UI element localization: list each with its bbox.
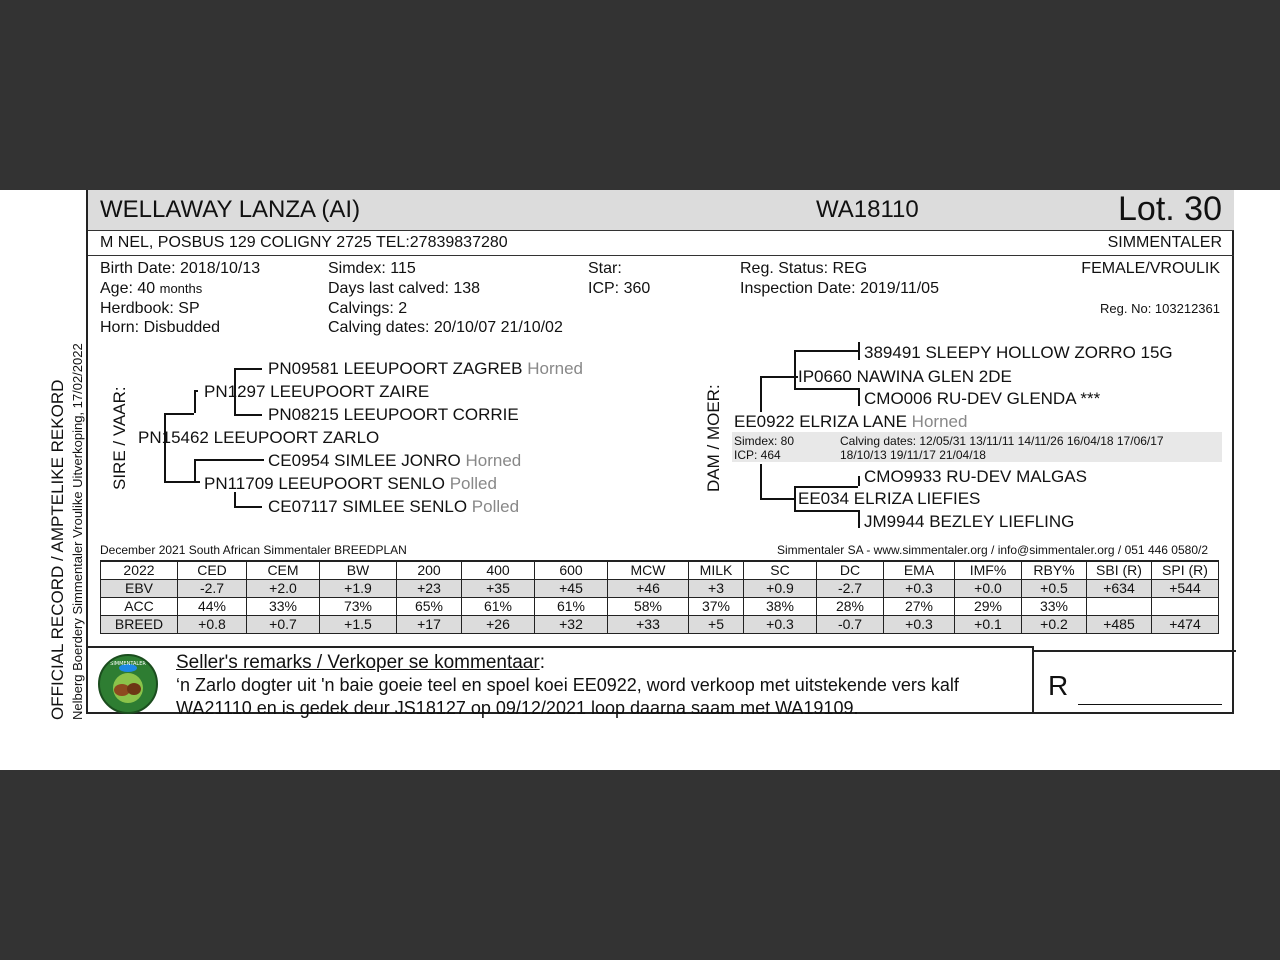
remarks-line-1: ‘n Zarlo dogter uit 'n baie goeie teel en spoel koei EE0922, word verkoop met uitstekende vers kalf	[176, 675, 959, 695]
breedplan-cell	[1152, 598, 1219, 616]
owner-bar	[88, 231, 1234, 256]
breedplan-cell: EMA	[884, 561, 955, 580]
breedplan-cell: +2.0	[247, 580, 320, 598]
breedplan-cell: ACC	[101, 598, 178, 616]
breedplan-cell: +474	[1152, 616, 1219, 634]
breedplan-cell: RBY%	[1022, 561, 1087, 580]
breedplan-cell: 33%	[1022, 598, 1087, 616]
horn-badge: Horned	[465, 451, 522, 470]
breedplan-cell: +0.1	[955, 616, 1022, 634]
age-unit: months	[159, 281, 203, 296]
breedplan-cell: +32	[535, 616, 608, 634]
breedplan-cell: +46	[608, 580, 689, 598]
breedplan-cell: +0.3	[884, 616, 955, 634]
lot-card	[86, 190, 1234, 718]
simdex: Simdex: 115	[328, 260, 416, 277]
breedplan-cell: 600	[535, 561, 608, 580]
reg-status: Reg. Status: REG	[740, 260, 868, 277]
breedplan-cell: 33%	[247, 598, 320, 616]
horn-badge: Horned	[527, 359, 583, 378]
sires-dam: PN11709 LEEUPOORT SENLO Polled	[204, 474, 497, 493]
breedplan-cell: IMF%	[955, 561, 1022, 580]
svg-text:SIMMENTALER: SIMMENTALER	[110, 661, 146, 667]
breedplan-cell: SPI (R)	[1152, 561, 1219, 580]
breedplan-cell: 44%	[178, 598, 247, 616]
star-rating: Star:	[588, 260, 622, 277]
sires-dams-dam: CE07117 SIMLEE SENLO Polled	[268, 497, 520, 516]
dam-name: EE0922 ELRIZA LANE Horned	[734, 412, 968, 431]
sires-sire: PN1297 LEEUPOORT ZAIRE	[204, 382, 430, 401]
breedplan-cell: 200	[397, 561, 462, 580]
breedplan-cell: +544	[1152, 580, 1219, 598]
dams-sires-dam: CMO006 RU-DEV GLENDA ***	[864, 389, 1101, 408]
dams-dams-dam: JM9944 BEZLEY LIEFLING	[864, 512, 1075, 531]
breedplan-cell: +23	[397, 580, 462, 598]
breedplan-cell: +26	[462, 616, 535, 634]
breedplan-cell: -2.7	[178, 580, 247, 598]
breedplan-cell: +5	[689, 616, 744, 634]
breedplan-cell: +1.9	[320, 580, 397, 598]
sire-name: PN15462 LEEUPOORT ZARLO	[138, 428, 380, 447]
breedplan-header-row	[101, 561, 1219, 580]
breedplan-cell: +0.9	[744, 580, 817, 598]
reg-number: Reg. No: 103212361	[1100, 301, 1220, 316]
age-value: Age: 40	[100, 280, 156, 297]
breedplan-cell: CED	[178, 561, 247, 580]
inspection-date: Inspection Date: 2019/11/05	[740, 280, 939, 297]
dam-calving-dates: Calving dates: 12/05/31 13/11/11 14/11/26 16/04/18 17/06/17	[840, 434, 1164, 448]
breedplan-cell: 58%	[608, 598, 689, 616]
breedplan-cell: +45	[535, 580, 608, 598]
breedplan-cell: +33	[608, 616, 689, 634]
breedplan-cell: +0.5	[1022, 580, 1087, 598]
breedplan-cell: BREED	[101, 616, 178, 634]
calvings: Calvings: 2	[328, 300, 408, 317]
breedplan-cell: 29%	[955, 598, 1022, 616]
bid-signature-box	[1034, 650, 1236, 714]
breedplan-row	[101, 580, 1219, 598]
horn-badge: Polled	[449, 474, 497, 493]
breedplan-cell: MCW	[608, 561, 689, 580]
breedplan-cell: MILK	[689, 561, 744, 580]
breedplan-cell: 73%	[320, 598, 397, 616]
horn-badge: Horned	[911, 412, 968, 431]
bid-r-label: R	[1048, 670, 1069, 701]
dam-simdex: Simdex: 80	[734, 434, 795, 448]
breedplan-cell: 65%	[397, 598, 462, 616]
breedplan-cell: 61%	[535, 598, 608, 616]
breedplan-cell: +0.3	[744, 616, 817, 634]
age	[100, 280, 202, 298]
birth-date: Birth Date: 2018/10/13	[100, 260, 261, 277]
title-bar	[88, 190, 1234, 231]
lot-number: Lot. 30	[1118, 190, 1222, 228]
breedplan-cell: -2.7	[817, 580, 884, 598]
breedplan-cell: +17	[397, 616, 462, 634]
breedplan-cell: 400	[462, 561, 535, 580]
breedplan-cell: 28%	[817, 598, 884, 616]
breedplan-cell: +1.5	[320, 616, 397, 634]
sires-dams-sire: CE0954 SIMLEE JONRO Horned	[268, 451, 522, 470]
breedplan-cell: 27%	[884, 598, 955, 616]
dams-dams-sire: CMO9933 RU-DEV MALGAS	[864, 467, 1087, 486]
breedplan-cell: +634	[1087, 580, 1152, 598]
breedplan-cell	[1087, 598, 1152, 616]
official-record-label: OFFICIAL RECORD / AMPTELIKE REKORD	[48, 379, 67, 720]
remarks-box	[88, 646, 1034, 718]
breedplan-cell: DC	[817, 561, 884, 580]
breedplan-cell: CEM	[247, 561, 320, 580]
dam-calving-dates-2: 18/10/13 19/11/17 21/04/18	[840, 448, 986, 462]
breed-name: SIMMENTALER	[1107, 234, 1222, 251]
breedplan-cell: 61%	[462, 598, 535, 616]
breedplan-cell: +0.3	[884, 580, 955, 598]
days-last-calved: Days last calved: 138	[328, 280, 481, 297]
herdbook: Herdbook: SP	[100, 300, 200, 317]
breedplan-cell: 37%	[689, 598, 744, 616]
breedplan-cell: +0.7	[247, 616, 320, 634]
horn-status: Horn: Disbudded	[100, 319, 221, 336]
sires-sires-sire: PN09581 LEEUPOORT ZAGREB Horned	[268, 359, 583, 378]
dams-dam: EE034 ELRIZA LIEFIES	[798, 489, 981, 508]
sex: FEMALE/VROULIK	[1081, 260, 1220, 277]
breedplan-cell: SBI (R)	[1087, 561, 1152, 580]
registration-code: WA18110	[816, 196, 919, 223]
horn-badge: Polled	[471, 497, 520, 516]
icp: ICP: 360	[588, 280, 651, 297]
breedplan-cell: +35	[462, 580, 535, 598]
dam-stats-strip	[732, 432, 1222, 462]
dams-sire: IP0660 NAWINA GLEN 2DE	[798, 367, 1012, 386]
sale-caption: Nelberg Boerdery Simmentaler Vroulike Uitverkoping, 17/02/2022	[70, 343, 85, 720]
breedplan-cell: +0.8	[178, 616, 247, 634]
remarks-title: Seller's remarks / Verkoper se kommentaar:	[176, 652, 545, 673]
breedplan-note: December 2021 South African Simmentaler BREEDPLAN	[100, 543, 407, 557]
breedplan-row	[101, 616, 1219, 634]
breedplan-cell: +0.2	[1022, 616, 1087, 634]
breedplan-cell: +485	[1087, 616, 1152, 634]
sires-sires-dam: PN08215 LEEUPOORT CORRIE	[268, 405, 519, 424]
breedplan-cell: +3	[689, 580, 744, 598]
dams-sires-sire: 389491 SLEEPY HOLLOW ZORRO 15G	[864, 343, 1173, 362]
breedplan-row	[101, 598, 1219, 616]
breedplan-cell: -0.7	[817, 616, 884, 634]
dam-icp: ICP: 464	[734, 448, 781, 462]
breedplan-cell: BW	[320, 561, 397, 580]
owner-address: M NEL, POSBUS 129 COLIGNY 2725 TEL:27839837280	[100, 234, 508, 251]
remarks-line-2: WA21110 en is gedek deur JS18127 op 09/12/2021 loop daarna saam met WA19109.	[176, 698, 859, 718]
catalogue-sheet	[0, 190, 1280, 770]
sire-label: SIRE / VAAR:	[110, 386, 129, 490]
breedplan-cell: 2022	[101, 561, 178, 580]
animal-name: WELLAWAY LANZA (AI)	[100, 196, 361, 223]
breedplan-cell: EBV	[101, 580, 178, 598]
breedplan-cell: SC	[744, 561, 817, 580]
dam-label: DAM / MOER:	[704, 384, 723, 492]
breedplan-contact: Simmentaler SA - www.simmentaler.org / info@simmentaler.org / 051 446 0580/2	[776, 543, 1208, 557]
breedplan-cell: +0.0	[955, 580, 1022, 598]
simmentaler-logo	[98, 654, 158, 714]
breedplan-cell: 38%	[744, 598, 817, 616]
calving-dates: Calving dates: 20/10/07 21/10/02	[328, 319, 563, 336]
breedplan-table	[100, 560, 1219, 634]
